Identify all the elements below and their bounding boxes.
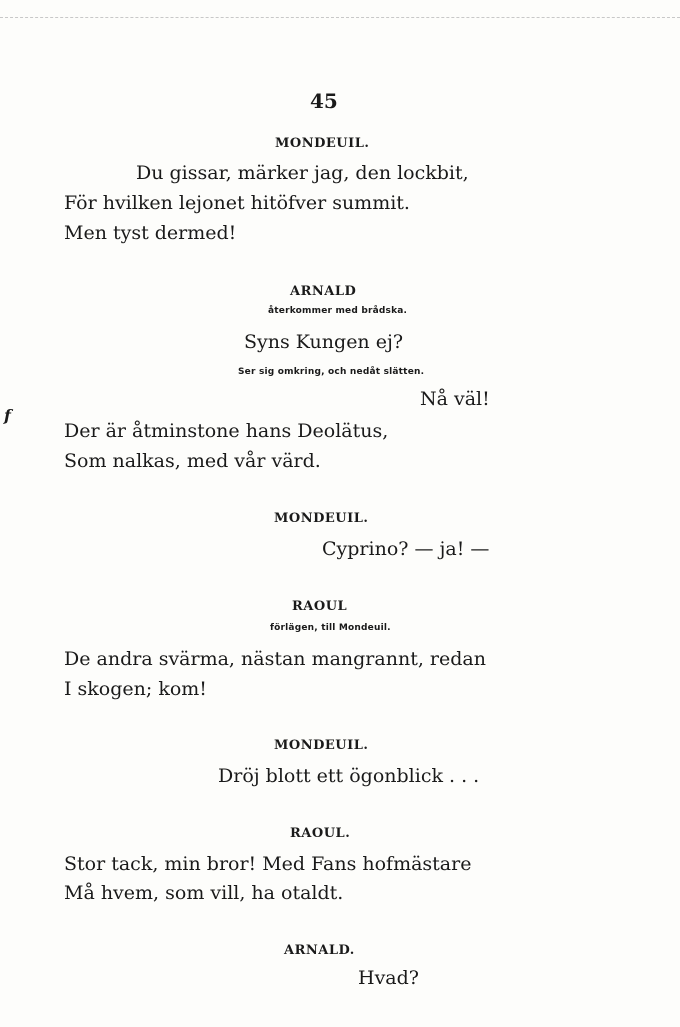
verse-line: Der är åtminstone hans Deolätus, xyxy=(64,420,389,442)
speaker-name: MONDEUIL. xyxy=(274,511,369,526)
verse-line: Syns Kungen ej? xyxy=(244,331,404,353)
verse-line: Hvad? xyxy=(358,967,419,989)
verse-line: Stor tack, min bror! Med Fans hofmästare xyxy=(64,853,472,875)
page-number: 45 xyxy=(310,89,338,113)
speaker-name: ARNALD xyxy=(290,284,357,299)
verse-line: Som nalkas, med vår värd. xyxy=(64,450,321,472)
margin-mark: f xyxy=(4,406,11,425)
verse-line: För hvilken lejonet hitöfver summit. xyxy=(64,192,410,214)
verse-line: Dröj blott ett ögonblick . . . xyxy=(218,765,480,787)
speaker-name: MONDEUIL. xyxy=(274,738,369,753)
stage-direction: förlägen, till Mondeuil. xyxy=(270,623,391,633)
stage-direction: återkommer med brådska. xyxy=(268,306,408,316)
stage-direction: Ser sig omkring, och nedåt slätten. xyxy=(238,367,425,377)
speaker-name: MONDEUIL. xyxy=(275,136,370,151)
page-top-edge xyxy=(0,17,680,18)
verse-line: Cyprino? — ja! — xyxy=(322,538,490,560)
verse-line: De andra svärma, nästan mangrannt, redan xyxy=(64,648,486,670)
verse-line: Men tyst dermed! xyxy=(64,222,237,244)
verse-line: Må hvem, som vill, ha otaldt. xyxy=(64,882,344,904)
verse-line: I skogen; kom! xyxy=(64,678,207,700)
verse-line: Nå väl! xyxy=(420,388,490,410)
speaker-name: ARNALD. xyxy=(284,943,355,958)
speaker-name: RAOUL. xyxy=(290,826,351,841)
verse-line: Du gissar, märker jag, den lockbit, xyxy=(136,162,469,184)
speaker-name: RAOUL xyxy=(292,599,348,614)
